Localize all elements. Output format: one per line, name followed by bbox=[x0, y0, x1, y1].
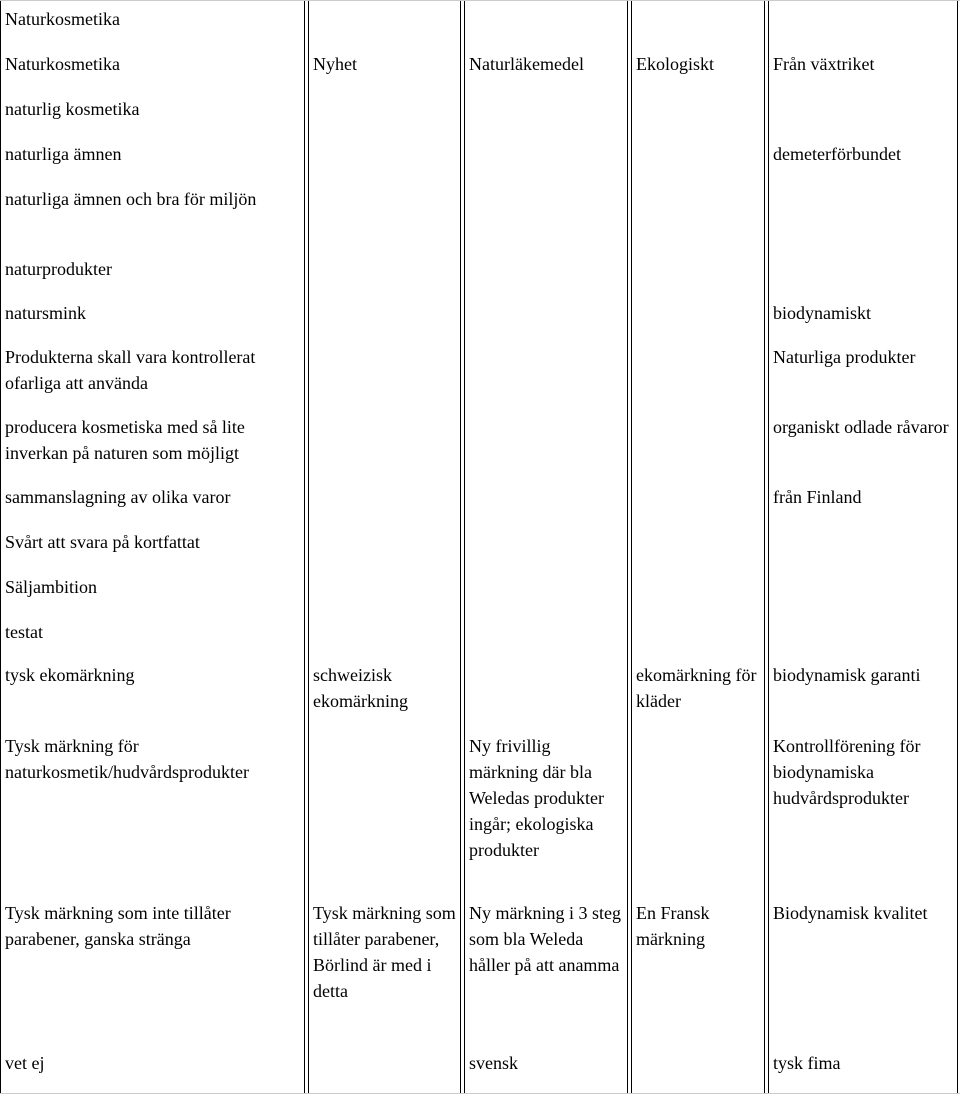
table-cell: Biodynamisk kvalitet bbox=[773, 903, 928, 923]
table-cell: testat bbox=[5, 622, 43, 642]
column-divider bbox=[764, 0, 765, 1094]
column-divider bbox=[0, 0, 1, 1094]
column-divider bbox=[460, 0, 461, 1094]
column-divider bbox=[768, 0, 769, 1094]
column-divider bbox=[464, 0, 465, 1094]
table-cell: En Fransk märkning bbox=[636, 903, 710, 949]
table-cell: Ny frivillig märkning där bla Weledas produkter ingår; ekologiska produkter bbox=[469, 736, 604, 860]
table-cell: Naturläkemedel bbox=[469, 54, 584, 74]
table-cell: Tysk märkning för naturkosmetik/hudvårdsprodukter bbox=[5, 736, 249, 782]
table-cell: biodynamisk garanti bbox=[773, 665, 921, 685]
table-cell: Tysk märkning som inte tillåter parabener, ganska stränga bbox=[5, 903, 231, 949]
table-cell: schweizisk ekomärkning bbox=[313, 665, 408, 711]
table-cell: Säljambition bbox=[5, 577, 97, 597]
table-cell: naturliga ämnen bbox=[5, 144, 122, 164]
table-cell: Ny märkning i 3 steg som bla Weleda håller på att anamma bbox=[469, 903, 621, 975]
table-cell: tysk fima bbox=[773, 1053, 841, 1073]
table-cell: Nyhet bbox=[313, 54, 357, 74]
table-cell: tysk ekomärkning bbox=[5, 665, 135, 685]
table-cell: Naturkosmetika bbox=[5, 54, 120, 74]
table-cell: naturlig kosmetika bbox=[5, 99, 140, 119]
table-cell: Produkterna skall vara kontrollerat ofarliga att använda bbox=[5, 347, 256, 393]
table-cell: Naturliga produkter bbox=[773, 347, 916, 367]
table-cell: svensk bbox=[469, 1053, 518, 1073]
table-cell: Tysk märkning som tillåter parabener, Börlind är med i detta bbox=[313, 903, 456, 1001]
table-cell: Svårt att svara på kortfattat bbox=[5, 532, 200, 552]
table-cell: från Finland bbox=[773, 487, 862, 507]
table-cell: organiskt odlade råvaror bbox=[773, 417, 949, 437]
column-divider bbox=[957, 0, 958, 1094]
table-cell: Naturkosmetika bbox=[5, 9, 120, 29]
table-cell: biodynamiskt bbox=[773, 303, 871, 323]
row-divider bbox=[0, 0, 960, 1]
column-divider bbox=[308, 0, 309, 1094]
table-cell: naturliga ämnen och bra för miljön bbox=[5, 189, 257, 209]
table-cell: demeterförbundet bbox=[773, 144, 901, 164]
table-cell: Från växtriket bbox=[773, 54, 875, 74]
table-cell: vet ej bbox=[5, 1053, 45, 1073]
column-divider bbox=[304, 0, 305, 1094]
table-cell: Kontrollförening för biodynamiska hudvårdsprodukter bbox=[773, 736, 921, 808]
table-cell: sammanslagning av olika varor bbox=[5, 487, 231, 507]
table-cell: natursmink bbox=[5, 303, 86, 323]
table-cell: ekomärkning för kläder bbox=[636, 665, 757, 711]
column-divider bbox=[631, 0, 632, 1094]
table-cell: producera kosmetiska med så lite inverkan på naturen som möjligt bbox=[5, 417, 245, 463]
table-cell: Ekologiskt bbox=[636, 54, 715, 74]
table-cell: naturprodukter bbox=[5, 259, 112, 279]
column-divider bbox=[627, 0, 628, 1094]
